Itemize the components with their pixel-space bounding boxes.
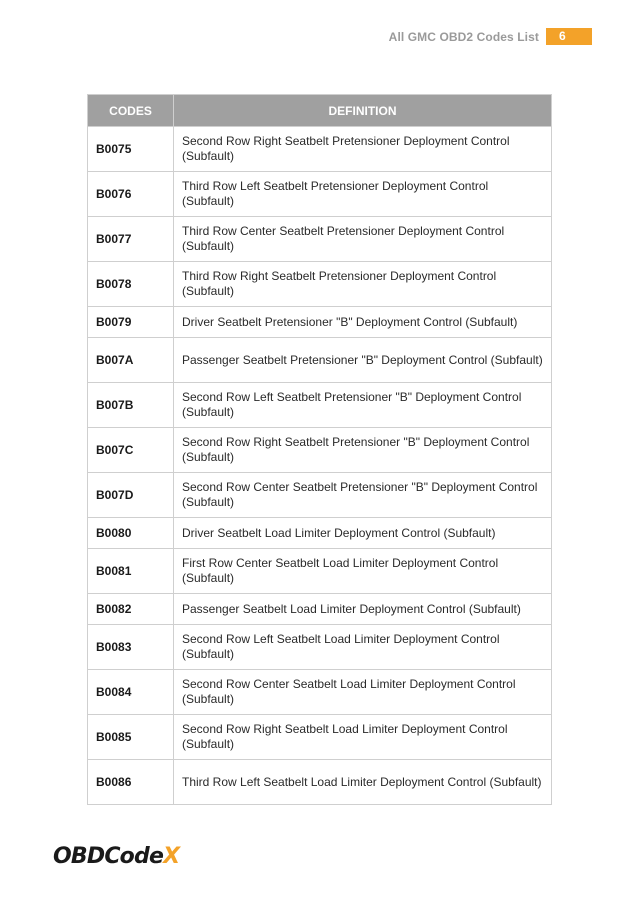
code-cell: B0078	[88, 262, 174, 307]
table-row	[88, 307, 552, 338]
table-row	[88, 127, 552, 172]
definition-cell: Second Row Center Seatbelt Pretensioner "B" Deployment Control (Subfault)	[174, 473, 552, 518]
logo-wordmark: OBDCode	[53, 844, 164, 869]
definition-cell: Passenger Seatbelt Pretensioner "B" Deployment Control (Subfault)	[174, 338, 552, 383]
definition-cell: Passenger Seatbelt Load Limiter Deployment Control (Subfault)	[174, 594, 552, 625]
table-row	[88, 670, 552, 715]
definition-cell: Third Row Left Seatbelt Pretensioner Deployment Control (Subfault)	[174, 172, 552, 217]
definition-cell: Second Row Left Seatbelt Load Limiter Deployment Control (Subfault)	[174, 625, 552, 670]
code-cell: B0080	[88, 518, 174, 549]
code-cell: B0085	[88, 715, 174, 760]
code-cell: B0083	[88, 625, 174, 670]
codes-table	[87, 94, 552, 805]
table-row	[88, 383, 552, 428]
definition-cell: Third Row Center Seatbelt Pretensioner Deployment Control (Subfault)	[174, 217, 552, 262]
page-number-badge: 6	[546, 28, 592, 45]
definition-cell: First Row Center Seatbelt Load Limiter Deployment Control (Subfault)	[174, 549, 552, 594]
table-row	[88, 760, 552, 805]
page-header	[389, 28, 592, 45]
definition-cell: Driver Seatbelt Pretensioner "B" Deployment Control (Subfault)	[174, 307, 552, 338]
obdcodex-logo	[53, 842, 179, 872]
table-row	[88, 594, 552, 625]
definition-cell: Third Row Left Seatbelt Load Limiter Deployment Control (Subfault)	[174, 760, 552, 805]
table-row	[88, 549, 552, 594]
definition-cell: Driver Seatbelt Load Limiter Deployment Control (Subfault)	[174, 518, 552, 549]
code-cell: B007B	[88, 383, 174, 428]
code-cell: B007D	[88, 473, 174, 518]
column-header-definition: DEFINITION	[174, 95, 552, 127]
definition-cell: Second Row Right Seatbelt Pretensioner Deployment Control (Subfault)	[174, 127, 552, 172]
code-cell: B007C	[88, 428, 174, 473]
code-cell: B0086	[88, 760, 174, 805]
table-row	[88, 518, 552, 549]
code-cell: B0077	[88, 217, 174, 262]
code-cell: B007A	[88, 338, 174, 383]
definition-cell: Second Row Right Seatbelt Load Limiter Deployment Control (Subfault)	[174, 715, 552, 760]
table-row	[88, 715, 552, 760]
document-title: All GMC OBD2 Codes List	[388, 29, 539, 44]
definition-cell: Second Row Left Seatbelt Pretensioner "B" Deployment Control (Subfault)	[174, 383, 552, 428]
table-row	[88, 217, 552, 262]
definition-cell: Second Row Center Seatbelt Load Limiter Deployment Control (Subfault)	[174, 670, 552, 715]
table-row	[88, 172, 552, 217]
table-row	[88, 338, 552, 383]
table-row	[88, 625, 552, 670]
logo-accent-x: X	[163, 844, 180, 869]
code-cell: B0082	[88, 594, 174, 625]
code-cell: B0075	[88, 127, 174, 172]
table-row	[88, 473, 552, 518]
definition-cell: Second Row Right Seatbelt Pretensioner "B" Deployment Control (Subfault)	[174, 428, 552, 473]
table-row	[88, 262, 552, 307]
code-cell: B0084	[88, 670, 174, 715]
code-cell: B0079	[88, 307, 174, 338]
code-cell: B0076	[88, 172, 174, 217]
column-header-codes: CODES	[88, 95, 174, 127]
table-row	[88, 428, 552, 473]
code-cell: B0081	[88, 549, 174, 594]
table-header-row	[88, 95, 552, 127]
definition-cell: Third Row Right Seatbelt Pretensioner Deployment Control (Subfault)	[174, 262, 552, 307]
